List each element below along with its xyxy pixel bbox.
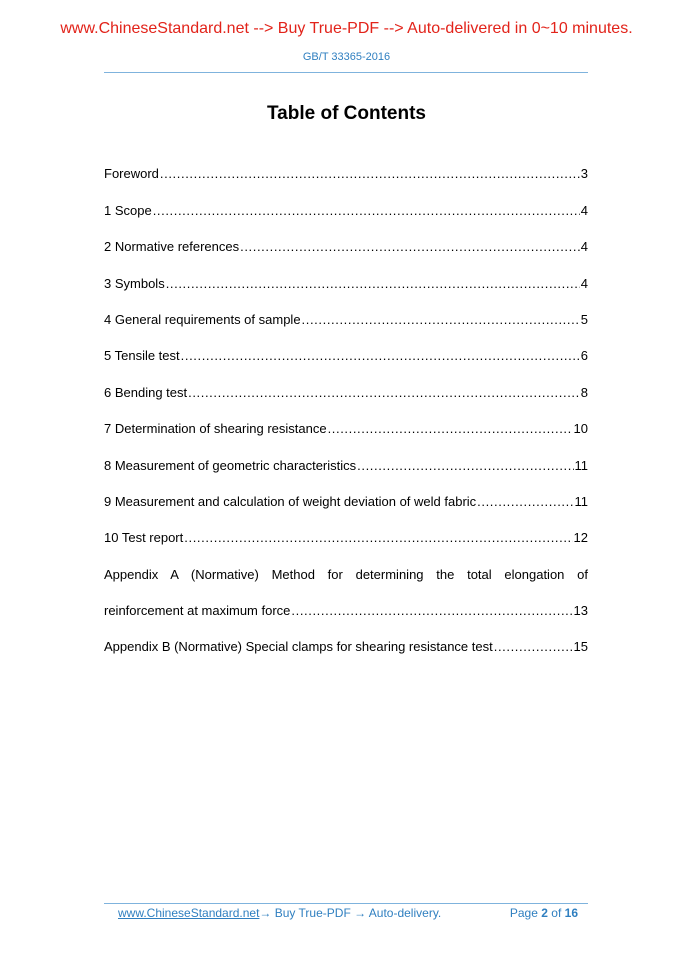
toc-entry-page: 4	[580, 202, 588, 218]
toc-entry-label: 8 Measurement of geometric characteristics	[104, 457, 357, 473]
toc-entry-label: 9 Measurement and calculation of weight deviation of weld fabric	[104, 493, 477, 509]
toc-entry-page: 6	[580, 348, 588, 364]
toc-entry-general-requirements[interactable]	[104, 294, 588, 330]
toc-entry-weight-deviation[interactable]	[104, 476, 588, 512]
total-pages-number: 16	[564, 906, 578, 920]
toc-entry-label: Foreword	[104, 166, 159, 182]
toc-entry-label: 5 Tensile test	[104, 348, 180, 364]
current-page-number: 2	[541, 906, 548, 920]
toc-entry-appendix-a[interactable]	[104, 548, 588, 584]
toc-entry-page: 3	[580, 166, 588, 182]
toc-entry-page: 10	[573, 421, 588, 437]
toc-entry-label: 10 Test report	[104, 530, 184, 546]
toc-entry-geometric-characteristics[interactable]	[104, 439, 588, 475]
toc-entry-page: 11	[574, 457, 588, 473]
toc-entry-page: 15	[573, 639, 588, 655]
promo-banner[interactable]: www.ChineseStandard.net --> Buy True-PDF --> Auto-delivered in 0~10 minutes.	[60, 20, 633, 37]
page-footer	[118, 906, 588, 920]
toc-entry-appendix-a-cont[interactable]	[104, 585, 588, 621]
toc-entry-page: 8	[580, 384, 588, 400]
footer-buy-text: → Buy True-PDF → Auto-delivery.	[259, 906, 442, 920]
footer-site-link[interactable]: www.ChineseStandard.net	[118, 906, 260, 920]
toc-title: Table of Contents	[266, 103, 427, 124]
toc-entry-page: 4	[580, 239, 588, 255]
toc-entry-shearing-resistance[interactable]	[104, 403, 588, 439]
table-of-contents	[104, 148, 588, 657]
toc-entry-label: Appendix B (Normative) Special clamps for shearing resistance test	[104, 639, 493, 655]
toc-entry-tensile-test[interactable]	[104, 330, 588, 366]
toc-entry-page: 5	[580, 311, 588, 327]
toc-entry-symbols[interactable]	[104, 257, 588, 293]
standard-code-header: GB/T 33365-2016	[302, 51, 391, 63]
toc-entry-label-line2: reinforcement at maximum force	[104, 603, 291, 619]
toc-entry-page: 12	[573, 530, 588, 546]
toc-entry-label: 7 Determination of shearing resistance	[104, 421, 327, 437]
toc-entry-page: 4	[580, 275, 588, 291]
toc-entry-normative-references[interactable]	[104, 221, 588, 257]
toc-entry-page: 13	[573, 603, 588, 619]
toc-entry-bending-test[interactable]	[104, 366, 588, 402]
toc-entry-appendix-b[interactable]	[104, 621, 588, 657]
footer-divider	[104, 903, 588, 904]
toc-entry-test-report[interactable]	[104, 512, 588, 548]
header-divider	[104, 72, 588, 73]
toc-entry-page: 11	[574, 493, 588, 509]
toc-entry-scope[interactable]	[104, 184, 588, 220]
toc-entry-label: 4 General requirements of sample	[104, 311, 301, 327]
toc-entry-label: 2 Normative references	[104, 239, 240, 255]
page-prefix: Page	[509, 906, 538, 920]
page-of: of	[551, 906, 562, 920]
toc-entry-label: 3 Symbols	[104, 275, 165, 291]
page-indicator	[510, 906, 578, 920]
toc-entry-label-line1: Appendix A (Normative) Method for determining the total elongation of	[104, 566, 588, 582]
toc-entry-label: 6 Bending test	[104, 384, 188, 400]
toc-entry-foreword[interactable]	[104, 148, 588, 184]
toc-entry-label: 1 Scope	[104, 202, 152, 218]
